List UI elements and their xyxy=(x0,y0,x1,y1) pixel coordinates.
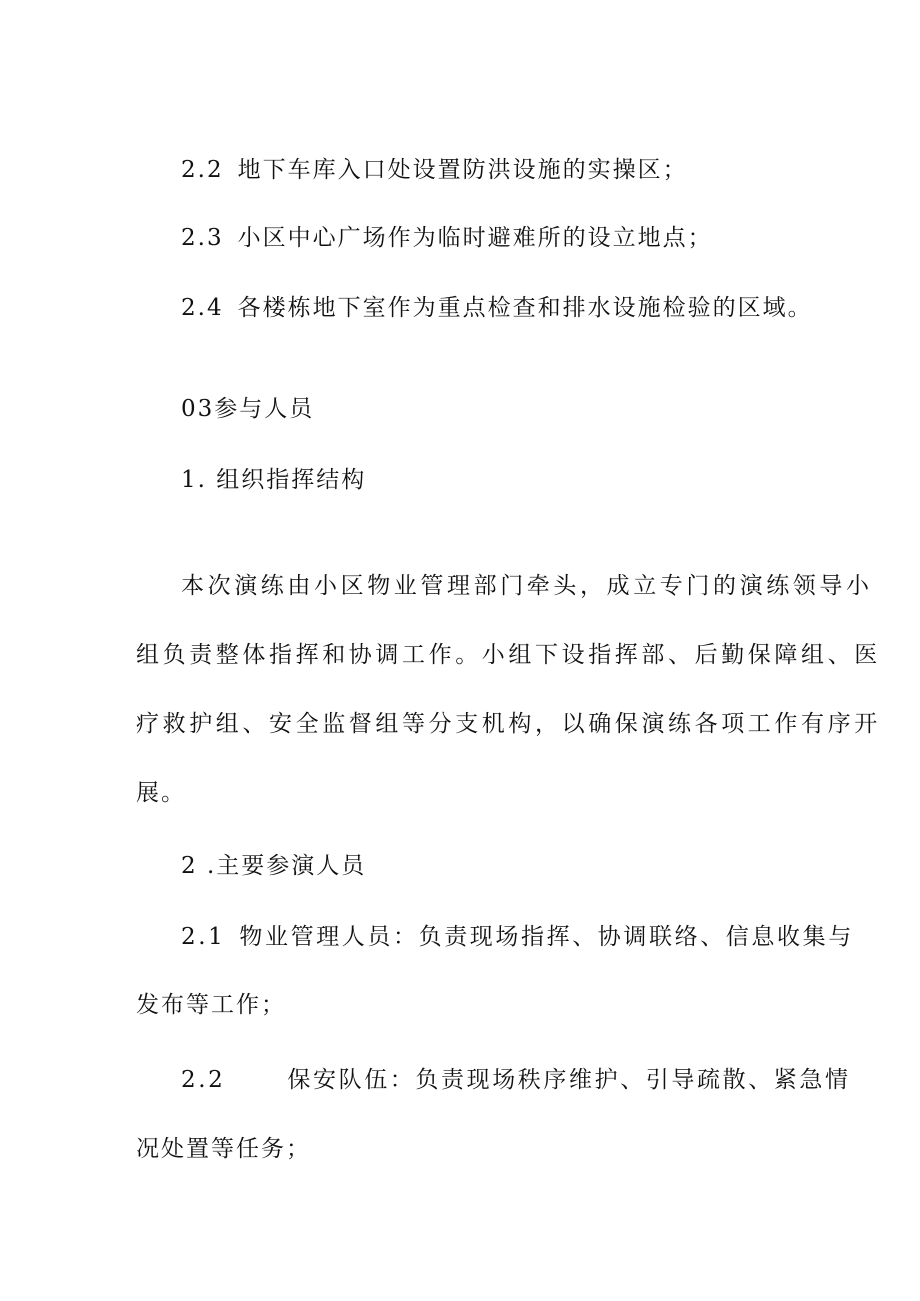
list-item-2-2-location xyxy=(181,155,688,185)
item-text: 各楼栋地下室作为重点检查和排水设施检验的区域。 xyxy=(237,295,813,321)
item-number: 2.3 xyxy=(181,225,224,251)
item-text: 地下车库入口处设置防洪设施的实操区； xyxy=(237,157,688,183)
paragraph-line-1: 本次演练由小区物业管理部门牵头，成立专门的演练领导小 xyxy=(181,573,873,599)
item-number: 2.2 xyxy=(181,1067,226,1093)
list-item-2-1-property-staff xyxy=(181,922,854,952)
item-text: 小区中心广场作为临时避难所的设立地点； xyxy=(237,225,713,251)
subheading-organization-structure: 1. 组织指挥结构 xyxy=(181,467,367,493)
item-number: 2.2 xyxy=(181,157,224,183)
list-item-2-2-security-team xyxy=(181,1065,851,1095)
list-item-2-4-location xyxy=(181,293,813,323)
item-text: 保安队伍：负责现场秩序维护、引导疏散、紧急情 xyxy=(287,1067,851,1093)
subheading-main-participants: 2 .主要参演人员 xyxy=(181,853,367,879)
item-text: 物业管理人员：负责现场指挥、协调联络、信息收集与 xyxy=(239,924,854,950)
item-number: 2.1 xyxy=(181,924,226,950)
list-item-2-1-continuation: 发布等工作； xyxy=(136,992,286,1018)
paragraph-line-3: 疗救护组、安全监督组等分支机构，以确保演练各项工作有序开 xyxy=(136,711,881,737)
item-number: 2.4 xyxy=(181,295,224,321)
list-item-2-2-continuation: 况处置等任务； xyxy=(136,1136,311,1162)
list-item-2-3-location xyxy=(181,223,713,253)
section-heading-03: 03参与人员 xyxy=(181,396,315,422)
paragraph-line-4: 展。 xyxy=(136,780,186,806)
paragraph-line-2: 组负责整体指挥和协调工作。小组下设指挥部、后勤保障组、医 xyxy=(136,642,881,668)
